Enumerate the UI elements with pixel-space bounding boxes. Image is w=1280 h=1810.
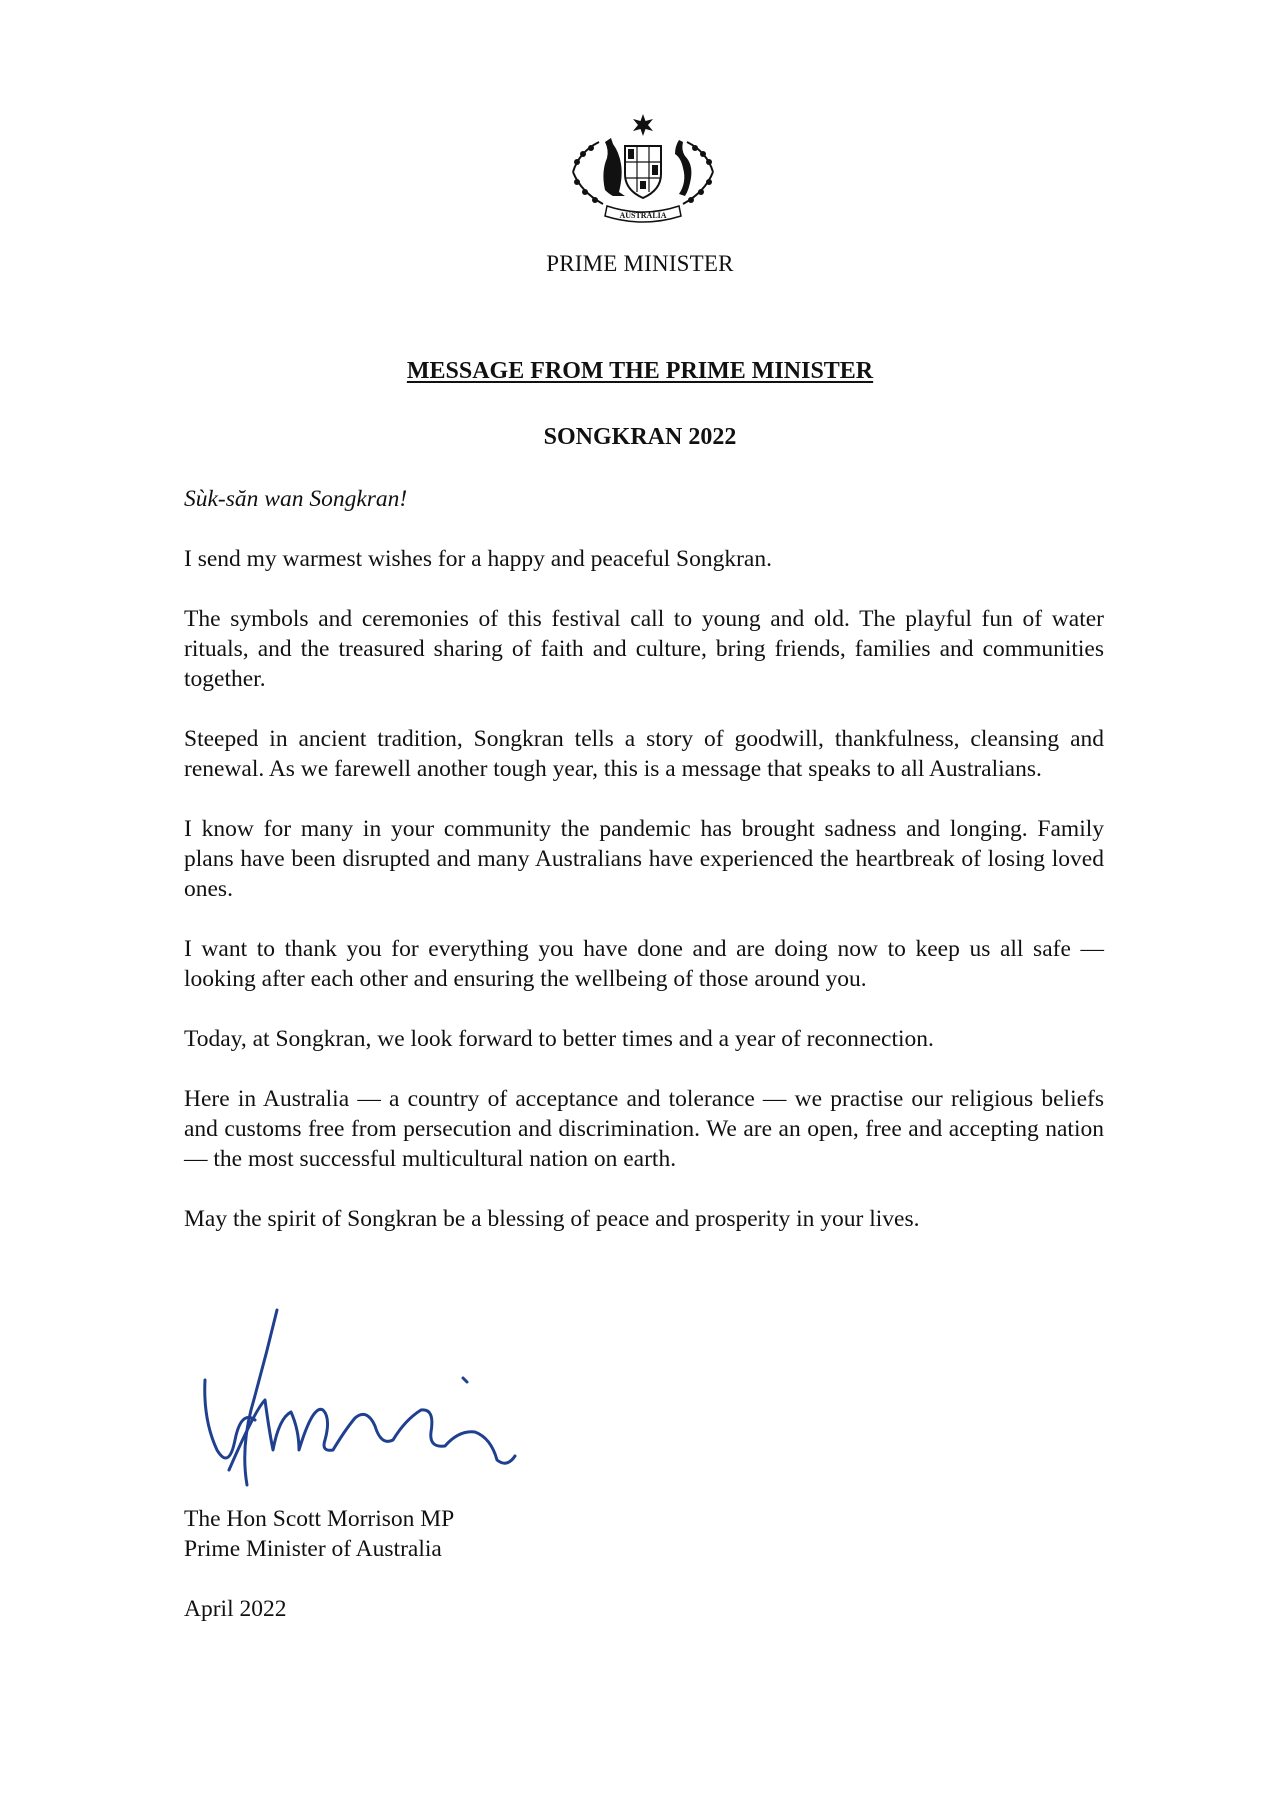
coat-of-arms-icon xyxy=(563,112,723,230)
paragraph-1: I send my warmest wishes for a happy and peaceful Songkran. xyxy=(184,546,772,572)
letter-subtitle: SONGKRAN 2022 xyxy=(543,424,737,450)
paragraph-6: Today, at Songkran, we look forward to better times and a year of reconnection. xyxy=(184,1026,934,1052)
paragraph-7: Here in Australia — a country of acceptance and tolerance — we practise our religious beliefs and customs free from persecution and discrimination. We are an open, free and accepting nation — the most successful multicultural nation on earth. xyxy=(184,1086,1104,1172)
commonwealth-star-icon xyxy=(633,114,653,136)
signatory-position: Prime Minister of Australia xyxy=(184,1536,442,1562)
signatory-name: The Hon Scott Morrison MP xyxy=(184,1506,455,1532)
paragraph-2: The symbols and ceremonies of this festival call to young and old. The playful fun of water rituals, and the treasured sharing of faith and culture, bring friends, families and communities together. xyxy=(184,606,1104,692)
letter-body xyxy=(184,484,1104,1264)
emu-icon xyxy=(675,140,691,196)
signature-icon xyxy=(195,1300,525,1500)
signature-block xyxy=(184,1504,454,1564)
letter-title: MESSAGE FROM THE PRIME MINISTER xyxy=(406,358,874,384)
scroll-text: AUSTRALIA xyxy=(619,211,667,220)
letter-date: April 2022 xyxy=(184,1596,287,1622)
paragraph-5: I want to thank you for everything you have done and are doing now to keep us all safe — looking after each other and ensuring the wellbeing of those around you. xyxy=(184,936,1104,992)
paragraph-4: I know for many in your community the pandemic has brought sadness and longing. Family plans have been disrupted and many Australians have experienced the heartbreak of losing loved ones. xyxy=(184,816,1104,902)
office-title: PRIME MINISTER xyxy=(546,251,734,276)
paragraph-3: Steeped in ancient tradition, Songkran tells a story of goodwill, thankfulness, cleansing and renewal. As we farewell another tough year, this is a message that speaks to all Australians. xyxy=(184,726,1104,782)
greeting: Sùk-săn wan Songkran! xyxy=(184,486,408,512)
kangaroo-icon xyxy=(603,138,625,196)
paragraph-8: May the spirit of Songkran be a blessing of peace and prosperity in your lives. xyxy=(184,1206,920,1232)
